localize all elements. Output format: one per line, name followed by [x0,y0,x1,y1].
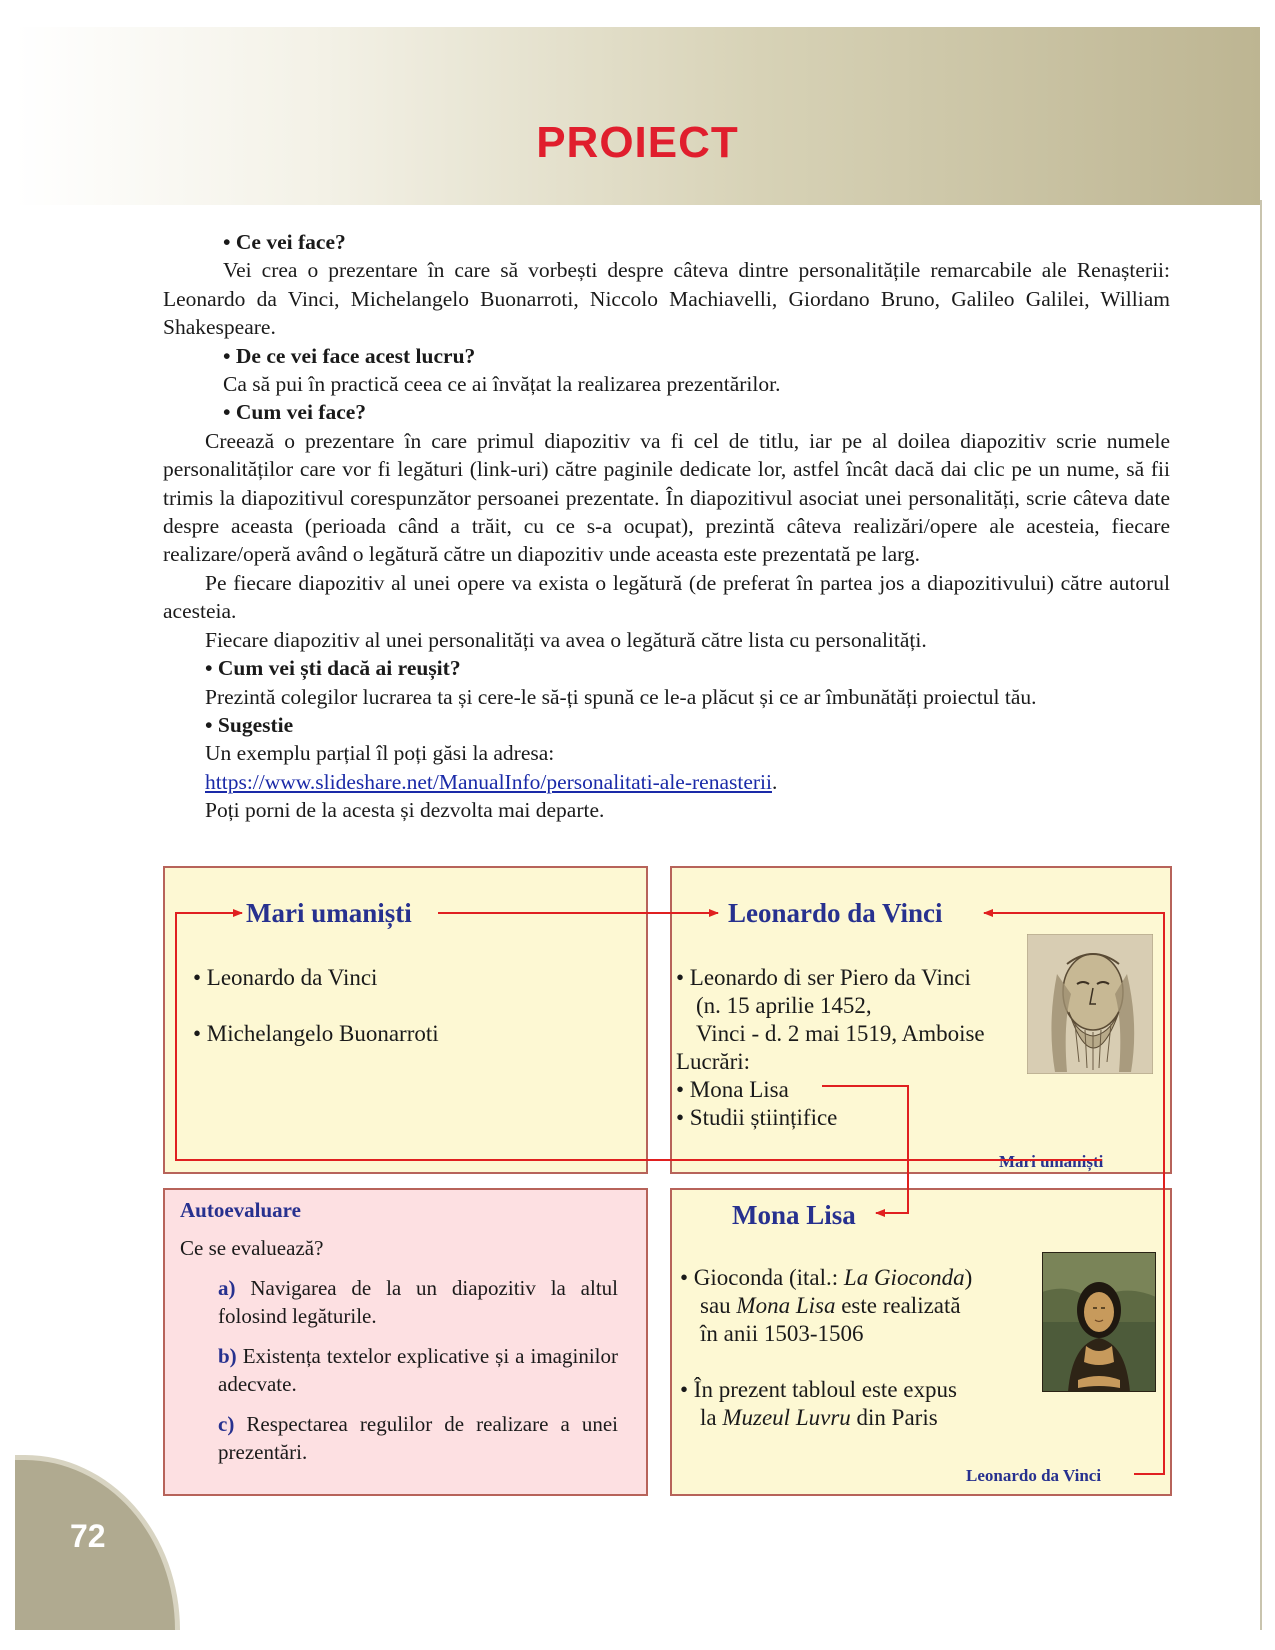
slide-leonardo-title: Leonardo da Vinci [728,898,943,928]
leonardo-link-mona-lisa[interactable]: • Mona Lisa [676,1077,789,1102]
mona-line: la Muzeul Luvru din Paris [700,1405,938,1430]
autoevaluare-item: c) Respectarea regulilor de realizare a unei prezentări. [218,1412,618,1464]
leonardo-line: • Studii științifice [676,1105,838,1130]
leonardo-back-link[interactable]: Mari umaniști [999,1152,1104,1171]
mona-line: sau Mona Lisa este realizată [700,1293,961,1318]
slide-mona-lisa-title: Mona Lisa [732,1200,856,1230]
leonardo-line: (n. 15 aprilie 1452, [696,993,872,1018]
mona-lisa-painting-image [1042,1252,1156,1392]
autoevaluare-item: a) Navigarea de la un diapozitiv la altul folosind legăturile. [218,1276,618,1328]
how-text-3: Fiecare diapozitiv al unei personalități va avea o legătură către lista cu personalități. [205,627,927,652]
autoevaluare-item: b) Existența textelor explicative și a imaginilor adecvate. [218,1344,618,1396]
project-instructions [163,228,1170,825]
mona-back-link[interactable]: Leonardo da Vinci [966,1466,1102,1485]
autoevaluare-question: Ce se evaluează? [180,1236,324,1260]
suggestion-text-1: Un exemplu parțial îl poți găsi la adresa: [205,741,555,766]
page-title: PROIECT [536,118,739,167]
mona-line: în anii 1503-1506 [700,1321,864,1346]
right-margin-line [1260,200,1262,1630]
success-heading: • Cum vei ști dacă ai reușit? [205,656,461,681]
why-heading: • De ce vei face acest lucru? [223,343,476,368]
slide-humanists-item[interactable]: • Michelangelo Buonarroti [193,1021,439,1046]
success-text: Prezintă colegilor lucrarea ta și cere-le să-ți spună ce le-a plăcut și ce ar îmbunătăți proiectul tău. [205,684,1037,709]
how-heading: • Cum vei face? [223,400,367,425]
mona-line: • Gioconda (ital.: La Gioconda) [680,1265,973,1290]
leonardo-line: • Leonardo di ser Piero da Vinci [676,965,971,990]
slide-humanists-item[interactable]: • Leonardo da Vinci [193,965,378,990]
why-text: Ca să pui în practică ceea ce ai învățat la realizarea prezentărilor. [223,372,781,397]
mona-line: • În prezent tabloul este expus [680,1377,957,1402]
suggestion-text-2: Poți porni de la acesta și dezvolta mai departe. [205,798,605,823]
what-heading: • Ce vei face? [223,230,346,254]
how-text-1: Creează o prezentare în care primul diapozitiv va fi cel de titlu, iar pe al doilea diapozitiv scrie numele personalităților care vor fi legături (link-uri) către paginile dedicate lor, astfel încât dacă dai clic pe un nume, să fii trimis la diapozitivul corespunzător persoanei prezentate. În diapozitivul asociat unei personalități, scrie câteva date despre aceasta (perioada când a trăit, cu ce s-a ocupat), prezintă câteva realizări/opere ale acesteia, fiecare realizare/operă având o legătură către un diapozitiv unde aceasta este prezentată pe larg. [163,428,1170,567]
autoevaluare-title: Autoevaluare [180,1198,301,1222]
leonardo-line: Lucrări: [676,1049,751,1074]
leonardo-portrait-image [1027,934,1153,1074]
slideshare-link[interactable]: https://www.slideshare.net/ManualInfo/personalitati-ale-renasterii [205,769,772,794]
page-number: 72 [70,1518,106,1554]
header-band [15,27,1260,205]
slide-humanists-title: Mari umaniști [246,898,412,928]
suggestion-heading: • Sugestie [205,712,294,737]
leonardo-line: Vinci - d. 2 mai 1519, Amboise [696,1021,985,1046]
suggestion-link-line: https://www.slideshare.net/ManualInfo/personalitati-ale-renasterii. [205,769,778,794]
what-text: Vei crea o prezentare în care să vorbești despre câteva dintre personalitățile remarcabile ale Renașterii: Leonardo da Vinci, Michelangelo Buonarroti, Niccolo Machiavelli, Giordano Bruno, Galileo Galilei, William Shakespeare. [163,258,1170,340]
how-text-2: Pe fiecare diapozitiv al unei opere va exista o legătură (de preferat în partea jos a diapozitivului) către autorul acesteia. [163,570,1170,624]
